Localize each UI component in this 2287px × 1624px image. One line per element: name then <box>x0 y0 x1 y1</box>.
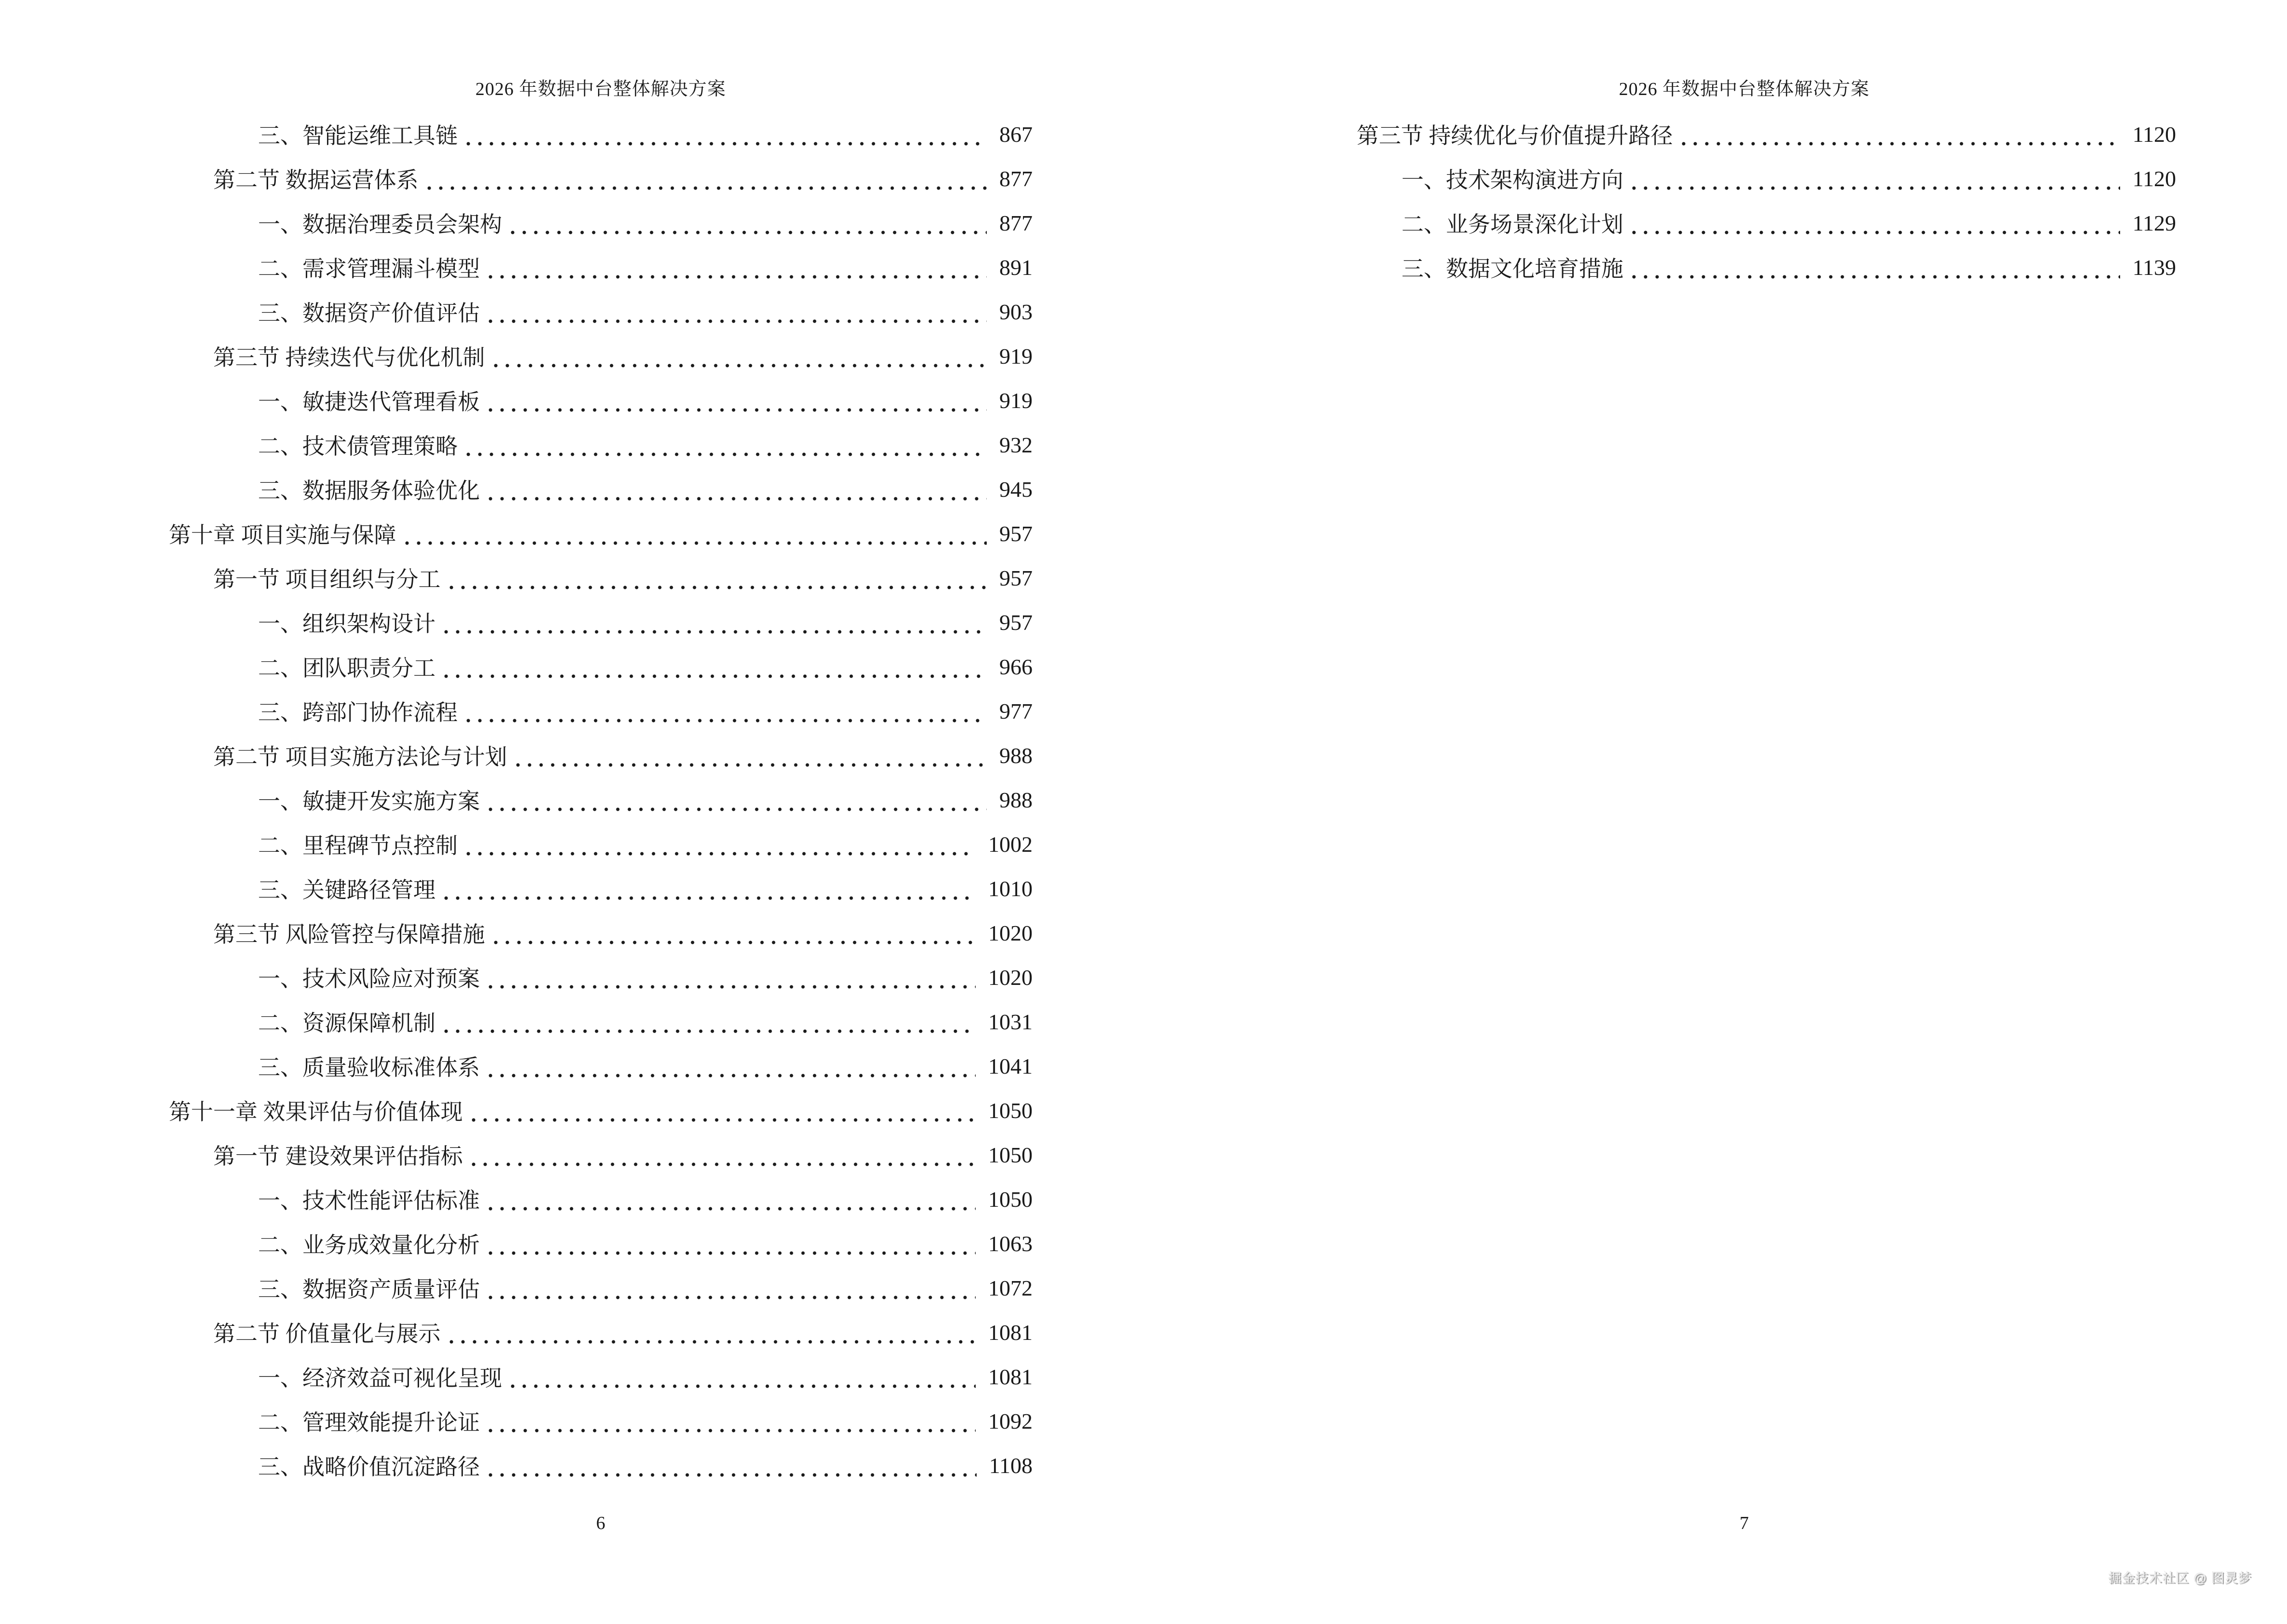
toc-list <box>1312 112 2176 289</box>
toc-entry-title: 第三节 风险管控与保障措施 <box>213 922 485 947</box>
toc-entry-title: 二、管理效能提升论证 <box>258 1410 480 1435</box>
dot-leader <box>485 253 987 282</box>
dot-leader <box>485 1229 976 1258</box>
toc-entry[interactable] <box>169 334 1033 378</box>
dot-leader <box>468 1096 976 1125</box>
toc-entry-title: 第二节 价值量化与展示 <box>213 1322 441 1346</box>
toc-entry[interactable] <box>1312 156 2176 201</box>
dot-leader <box>485 1451 977 1480</box>
toc-entry-page-number: 1050 <box>988 1098 1033 1123</box>
toc-entry-title: 三、智能运维工具链 <box>258 123 458 148</box>
toc-entry-page-number: 1120 <box>2132 166 2176 191</box>
toc-entry-page-number: 1120 <box>2132 122 2176 147</box>
dot-leader <box>446 1318 976 1347</box>
toc-entry-page-number: 1092 <box>988 1408 1033 1433</box>
dot-leader <box>485 1051 976 1080</box>
watermark: 掘金技术社区 @ 图灵梦 <box>2108 1571 2252 1585</box>
toc-entry-page-number: 877 <box>999 210 1033 235</box>
toc-entry-title: 一、技术性能评估标准 <box>258 1188 480 1213</box>
toc-entry-title: 一、敏捷开发实施方案 <box>258 789 480 814</box>
toc-entry-title: 第三节 持续迭代与优化机制 <box>213 345 485 370</box>
toc-entry-title: 二、业务成效量化分析 <box>258 1233 480 1257</box>
dot-leader <box>463 120 987 149</box>
dot-leader <box>490 918 976 947</box>
dot-leader <box>423 164 987 193</box>
toc-entry-page-number: 1031 <box>988 1009 1033 1034</box>
toc-entry[interactable] <box>169 733 1033 778</box>
toc-entry[interactable] <box>169 467 1033 511</box>
dot-leader <box>490 341 987 370</box>
toc-entry[interactable] <box>1312 201 2176 245</box>
toc-entry-page-number: 1129 <box>2132 210 2176 235</box>
page-footer-number: 7 <box>1740 1513 1749 1533</box>
page-right <box>1144 0 2287 1624</box>
dot-leader <box>401 519 987 548</box>
dot-leader <box>485 297 987 326</box>
toc-entry-title: 一、技术风险应对预案 <box>258 967 480 991</box>
dot-leader <box>507 208 987 237</box>
toc-entry-page-number: 1072 <box>988 1275 1033 1300</box>
page-footer-number: 6 <box>596 1513 605 1533</box>
dot-leader <box>440 874 976 903</box>
toc-entry-page-number: 1050 <box>988 1187 1033 1212</box>
toc-entry[interactable] <box>169 1310 1033 1354</box>
toc-entry-page-number: 988 <box>999 743 1033 768</box>
dot-leader <box>485 963 976 992</box>
toc-entry-title: 二、团队职责分工 <box>258 656 436 681</box>
dot-leader <box>1678 120 2120 149</box>
dot-leader <box>485 1273 976 1302</box>
toc-entry-title: 一、数据治理委员会架构 <box>258 212 502 237</box>
toc-entry-page-number: 1010 <box>988 876 1033 901</box>
toc-entry-title: 三、跨部门协作流程 <box>258 700 458 725</box>
toc-entry-page-number: 966 <box>999 654 1033 679</box>
toc-entry[interactable] <box>169 1221 1033 1266</box>
toc-entry-page-number: 1050 <box>988 1142 1033 1167</box>
toc-entry-page-number: 945 <box>999 477 1033 502</box>
toc-entry-title: 二、业务场景深化计划 <box>1402 212 1623 237</box>
toc-entry[interactable] <box>169 1044 1033 1088</box>
toc-entry[interactable] <box>169 511 1033 556</box>
toc-entry[interactable] <box>169 822 1033 866</box>
dot-leader <box>507 1362 976 1391</box>
toc-entry-title: 二、技术债管理策略 <box>258 434 458 459</box>
toc-entry-title: 二、需求管理漏斗模型 <box>258 257 480 281</box>
toc-entry[interactable] <box>169 600 1033 644</box>
toc-entry[interactable] <box>169 289 1033 334</box>
toc-entry-title: 三、关键路径管理 <box>258 878 436 902</box>
dot-leader <box>1628 208 2120 237</box>
dot-leader <box>440 1007 976 1036</box>
dot-leader <box>463 430 987 459</box>
dot-leader <box>463 830 976 859</box>
toc-entry-title: 第十一章 效果评估与价值体现 <box>169 1100 463 1124</box>
toc-entry-title: 二、里程碑节点控制 <box>258 833 458 858</box>
toc-entry-title: 一、技术架构演进方向 <box>1402 168 1623 192</box>
dot-leader <box>440 652 987 681</box>
toc-entry[interactable] <box>169 378 1033 423</box>
toc-entry-title: 一、经济效益可视化呈现 <box>258 1366 502 1391</box>
toc-entry-title: 一、敏捷迭代管理看板 <box>258 390 480 414</box>
toc-entry-title: 三、数据资产质量评估 <box>258 1277 480 1302</box>
toc-entry-page-number: 1081 <box>988 1364 1033 1389</box>
toc-list <box>169 112 1033 1488</box>
dot-leader <box>512 741 987 770</box>
dot-leader <box>485 1185 976 1214</box>
toc-entry-page-number: 919 <box>999 388 1033 413</box>
toc-entry-title: 二、资源保障机制 <box>258 1011 436 1036</box>
toc-entry[interactable] <box>1312 112 2176 156</box>
toc-entry[interactable] <box>1312 245 2176 289</box>
toc-entry-page-number: 1020 <box>988 920 1033 945</box>
dot-leader <box>485 785 987 814</box>
toc-entry[interactable] <box>169 644 1033 689</box>
toc-entry-title: 三、数据服务体验优化 <box>258 478 480 503</box>
toc-entry[interactable] <box>169 689 1033 733</box>
toc-entry-title: 一、组织架构设计 <box>258 612 436 636</box>
toc-entry-page-number: 977 <box>999 698 1033 723</box>
toc-entry-page-number: 877 <box>999 166 1033 191</box>
toc-entry-title: 三、质量验收标准体系 <box>258 1055 480 1080</box>
toc-entry[interactable] <box>169 955 1033 999</box>
dot-leader <box>446 563 987 592</box>
dot-leader <box>485 1406 976 1435</box>
toc-entry[interactable] <box>169 1133 1033 1177</box>
dot-leader <box>485 475 987 504</box>
dot-leader <box>468 1140 976 1169</box>
toc-entry-title: 三、数据文化培育措施 <box>1402 257 1623 281</box>
dot-leader <box>1628 164 2120 193</box>
toc-entry-page-number: 1063 <box>988 1231 1033 1256</box>
toc-entry-title: 第一节 建设效果评估指标 <box>213 1144 463 1169</box>
toc-entry-page-number: 1108 <box>989 1453 1033 1478</box>
toc-entry-page-number: 1041 <box>988 1053 1033 1078</box>
toc-entry[interactable] <box>169 1177 1033 1221</box>
toc-entry[interactable] <box>169 1443 1033 1488</box>
toc-entry-page-number: 1020 <box>988 965 1033 990</box>
toc-entry[interactable] <box>169 911 1033 955</box>
toc-entry-title: 三、战略价值沉淀路径 <box>258 1455 480 1479</box>
toc-entry-page-number: 919 <box>999 343 1033 368</box>
toc-entry-title: 第十章 项目实施与保障 <box>169 523 396 547</box>
toc-entry[interactable] <box>169 1399 1033 1443</box>
toc-entry[interactable] <box>169 112 1033 156</box>
toc-entry[interactable] <box>169 156 1033 201</box>
toc-entry[interactable] <box>169 1266 1033 1310</box>
toc-entry[interactable] <box>169 423 1033 467</box>
toc-entry-page-number: 1002 <box>988 832 1033 857</box>
toc-entry[interactable] <box>169 866 1033 911</box>
toc-entry-title: 三、数据资产价值评估 <box>258 301 480 326</box>
toc-entry[interactable] <box>169 778 1033 822</box>
toc-entry-title: 第二节 数据运营体系 <box>213 168 419 192</box>
page-header-title: 2026 年数据中台整体解决方案 <box>475 79 726 99</box>
toc-entry-page-number: 891 <box>999 255 1033 280</box>
toc-entry-page-number: 988 <box>999 787 1033 812</box>
toc-entry[interactable] <box>169 201 1033 245</box>
toc-entry[interactable] <box>169 556 1033 600</box>
toc-entry-title: 第一节 项目组织与分工 <box>213 567 441 592</box>
toc-entry-title: 第二节 项目实施方法论与计划 <box>213 745 507 769</box>
dot-leader <box>440 608 987 637</box>
toc-entry-page-number: 903 <box>999 299 1033 324</box>
toc-entry-title: 第三节 持续优化与价值提升路径 <box>1357 123 1673 148</box>
toc-entry[interactable] <box>169 1354 1033 1399</box>
toc-entry-page-number: 1081 <box>988 1320 1033 1345</box>
toc-entry[interactable] <box>169 245 1033 289</box>
toc-entry-page-number: 1139 <box>2132 255 2176 280</box>
toc-entry-page-number: 957 <box>999 521 1033 546</box>
toc-entry[interactable] <box>169 999 1033 1044</box>
toc-entry-page-number: 957 <box>999 565 1033 590</box>
toc-entry[interactable] <box>169 1088 1033 1133</box>
dot-leader <box>1628 253 2120 282</box>
page-header-title: 2026 年数据中台整体解决方案 <box>1619 79 1870 99</box>
dot-leader <box>463 696 987 725</box>
toc-entry-page-number: 957 <box>999 610 1033 635</box>
toc-entry-page-number: 867 <box>999 122 1033 147</box>
toc-entry-page-number: 932 <box>999 432 1033 457</box>
dot-leader <box>485 386 987 415</box>
